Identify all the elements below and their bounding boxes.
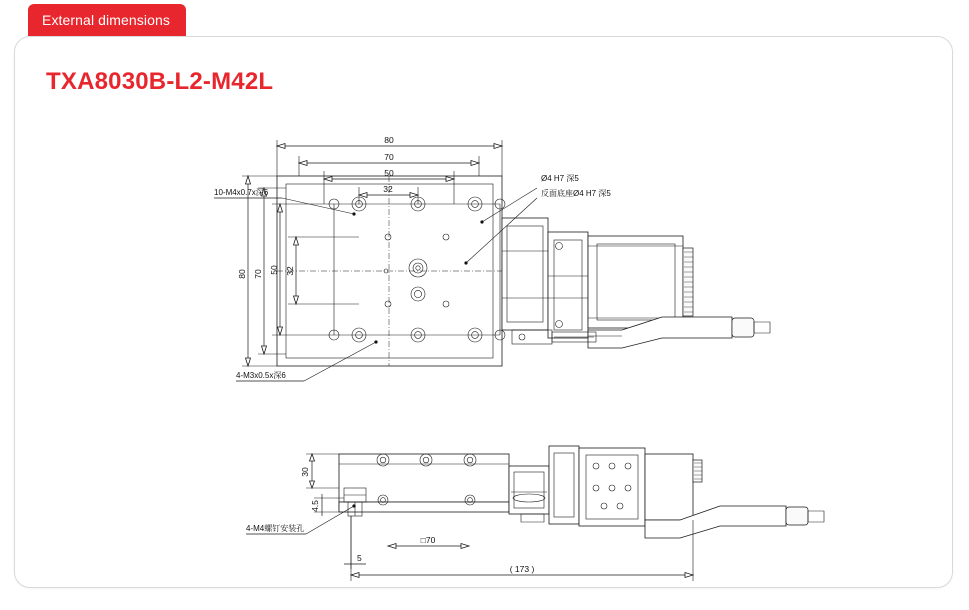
dim-label-height-32: 32 xyxy=(285,266,295,276)
dim-30-side xyxy=(300,454,339,488)
dim-label-overall-173: ( 173 ) xyxy=(509,564,535,574)
dim-label-width-50: 50 xyxy=(384,168,394,178)
dim-label-height-80: 80 xyxy=(237,269,247,279)
dim-label-width-70: 70 xyxy=(384,152,394,162)
dim-label-side-sq70: □70 xyxy=(420,535,436,545)
dim-5-side xyxy=(344,516,366,569)
callout-label-dowel: Ø4 H7 深5 xyxy=(541,174,579,183)
callout-label-tap-10-m4: 10-M4x0.7x深6 xyxy=(214,188,269,197)
dim-label-side-30: 30 xyxy=(300,467,310,477)
callout-label-m4-mounting: 4-M4螺钉安装孔 xyxy=(246,524,305,533)
dim-sq70-side xyxy=(388,535,469,549)
side-view-group xyxy=(246,446,824,581)
technical-drawing xyxy=(14,36,953,588)
page-title: TXA8030B-L2-M42L xyxy=(46,68,274,95)
callout-label-tap-4-m3: 4-M3x0.5x深6 xyxy=(236,371,286,380)
dim-label-side-5: 5 xyxy=(357,553,362,563)
dim-label-height-50: 50 xyxy=(269,265,279,275)
callout-label-dowel-bottom: 反面底座Ø4 H7 深5 xyxy=(541,189,611,198)
dim-label-height-70: 70 xyxy=(253,269,263,279)
dim-label-side-4-5: 4.5 xyxy=(310,500,320,512)
dim-label-width-32: 32 xyxy=(383,184,393,194)
top-view-group xyxy=(214,135,770,381)
section-tab: External dimensions xyxy=(28,4,186,36)
dim-label-width-80: 80 xyxy=(384,135,394,145)
